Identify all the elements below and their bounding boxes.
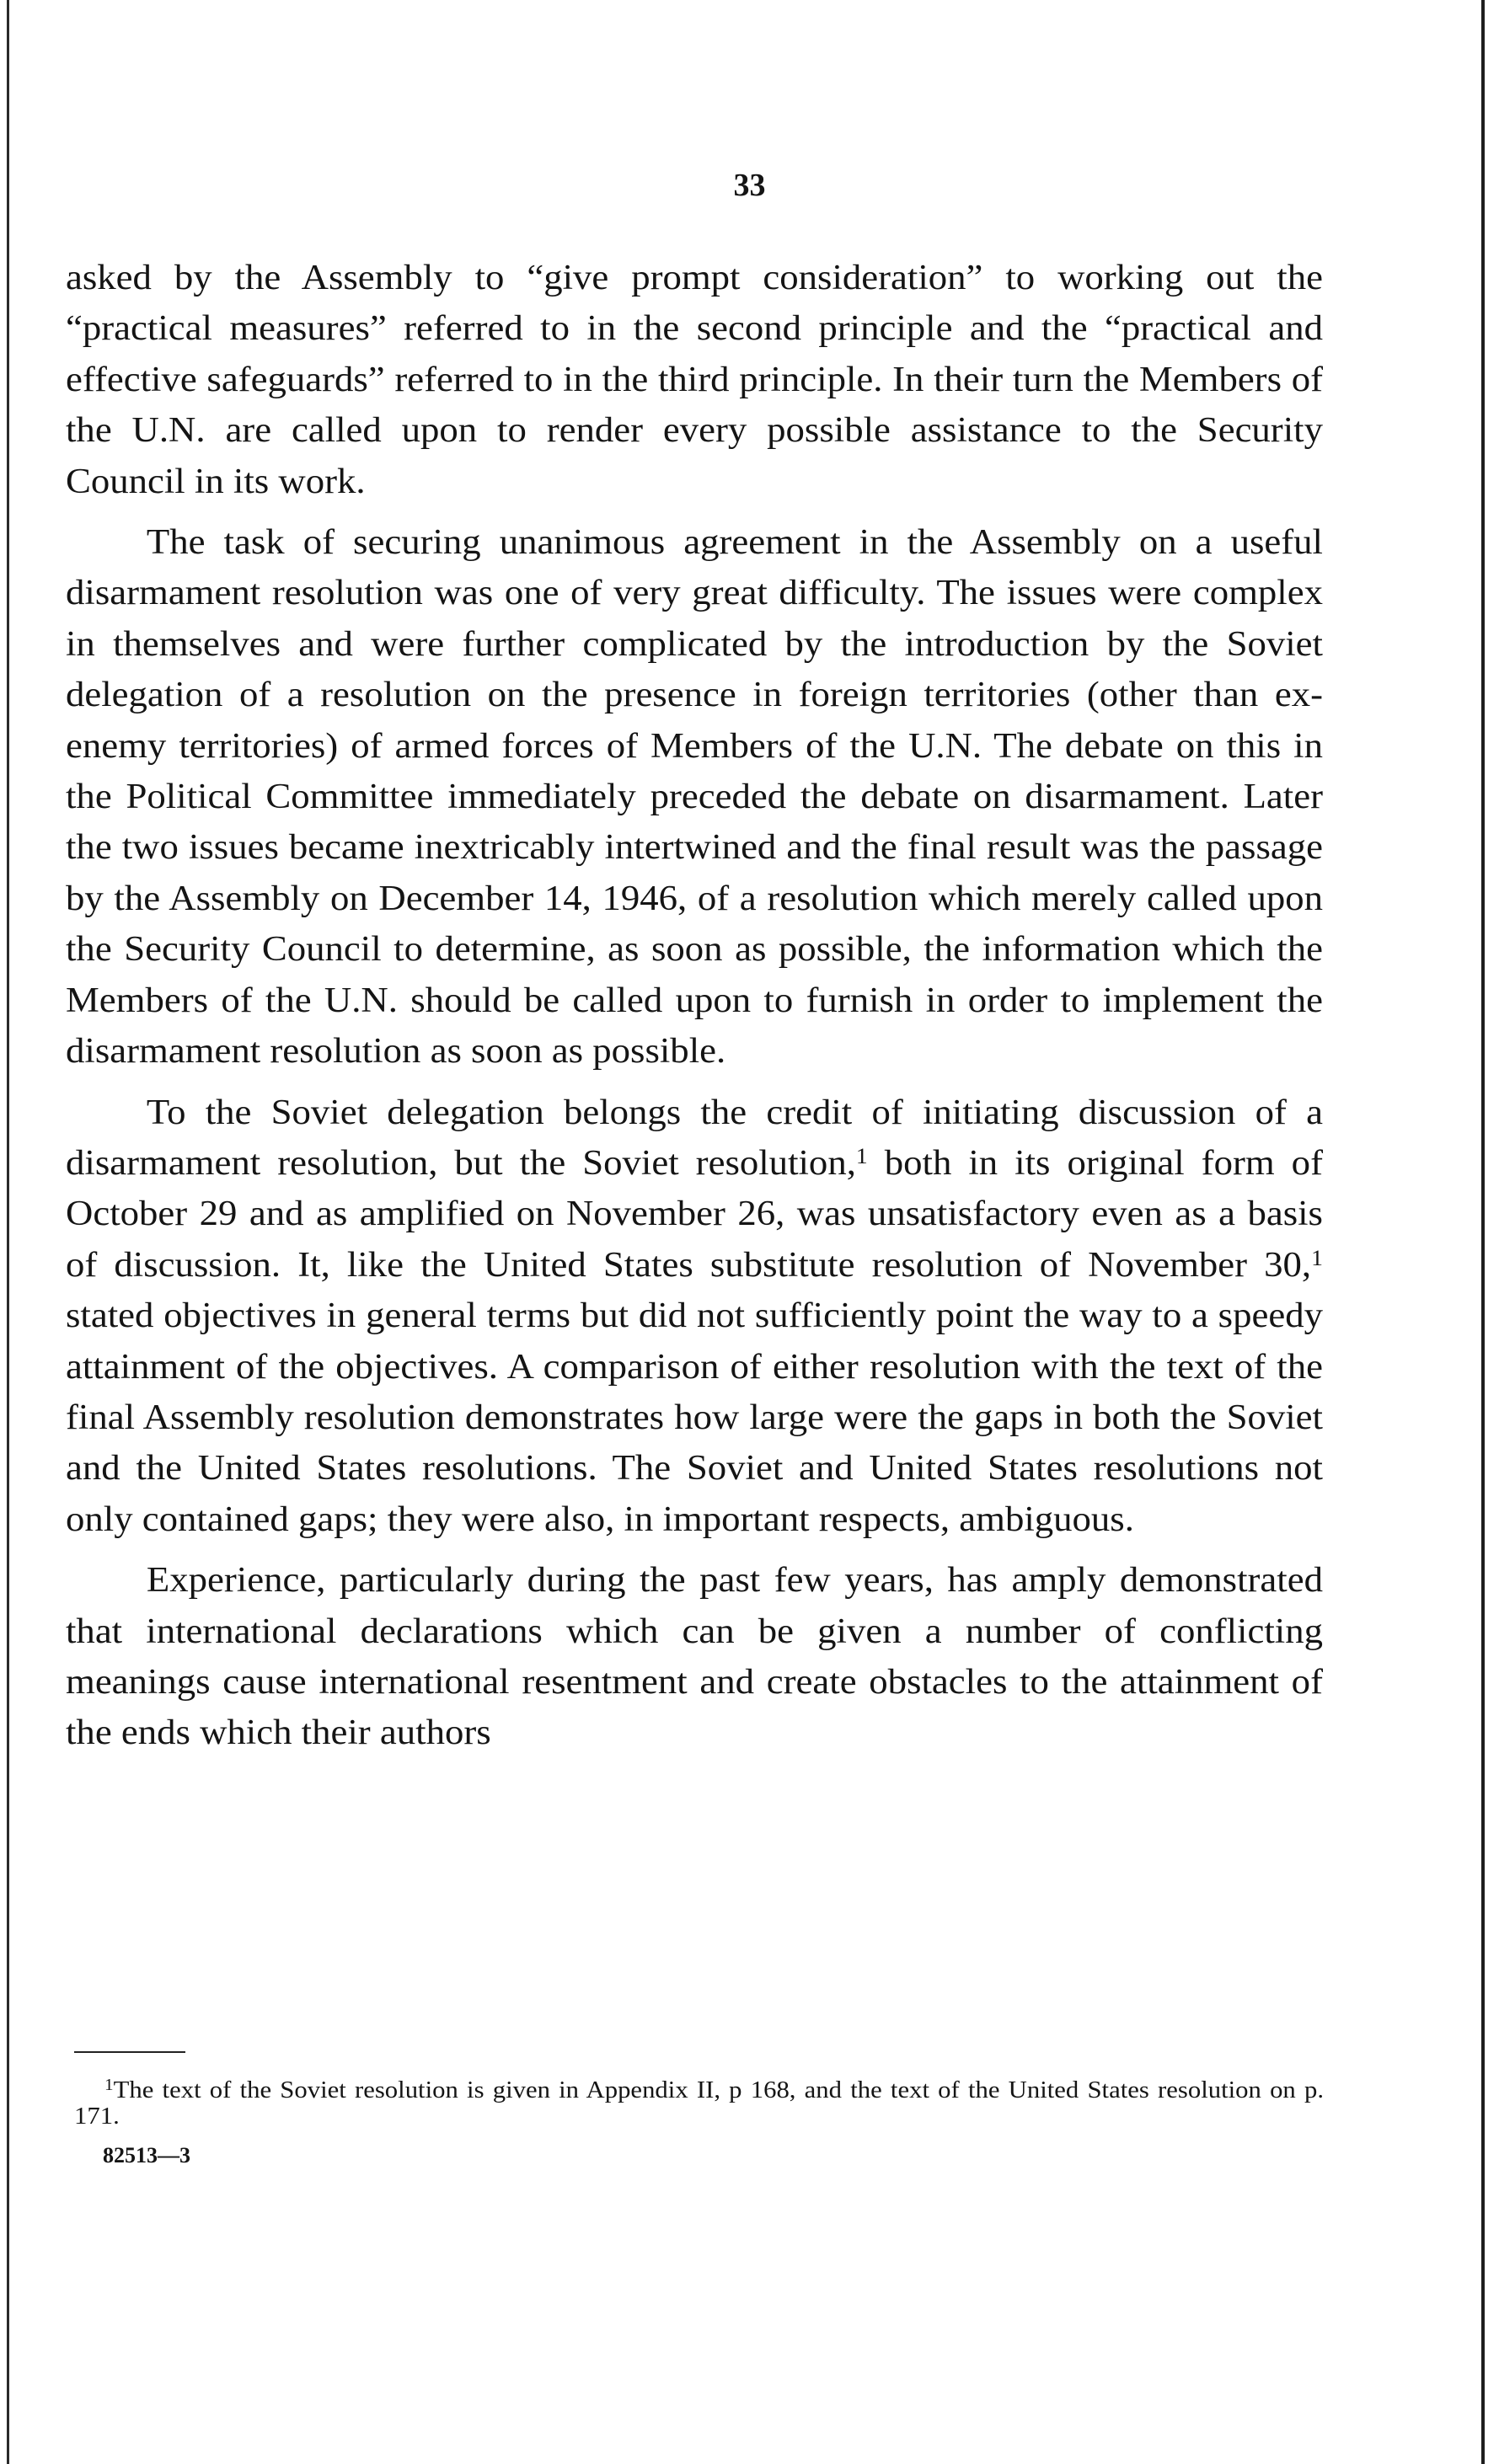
page-edge-right [1481, 0, 1485, 2464]
print-code: 82513—3 [103, 2143, 190, 2167]
footnote-text [74, 2077, 1324, 2130]
footnote-reference: 1 [1311, 1245, 1323, 1270]
footnote-divider [74, 2051, 185, 2053]
footnote-body: The text of the Soviet resolution is given in Appendix II, p 168, and the text of the United States resolution on p. 171. [74, 2076, 1325, 2130]
paragraph-4: Experience, particularly during the past few years, has amply demonstrated that international declarations which can be given a number of conflicting meanings cause international resentment and create obstacles to the attainment of the ends which their authors [66, 1561, 1323, 1753]
paragraph-1: asked by the Assembly to “give prompt consideration” to working out the “practical measures” referred to in the second principle and the “practical and effective safeguards” referred to in the third principle. In their turn the Members of the U.N. are called upon to render every possible assistance to the Security Council in its work. [66, 259, 1323, 501]
body-text [66, 253, 1323, 1769]
paragraph-3-part-1: To the Soviet delegation belongs the credit of initiating discussion of a disarmament resolution, but the Soviet resolution, [66, 1093, 1323, 1183]
footnote-reference: 1 [855, 1143, 868, 1168]
page-edge-left [7, 0, 9, 2464]
footnote-marker: 1 [104, 2076, 114, 2094]
paragraph-3-part-3: stated objectives in general terms but did not sufficiently point the way to a speedy attainment of the objectives. A comparison of either resolution with the text of the final Assembly resolution demonstrates how large were the gaps in both the Soviet and the United States resolutions. The Soviet and United States resolutions not only contained gaps; they were also, in important respects, ambiguous. [66, 1296, 1323, 1539]
page-number: 33 [733, 168, 766, 203]
paragraph-3 [66, 1088, 1323, 1546]
paragraph-2: The task of securing unanimous agreement in the Assembly on a useful disarmament resolution was one of very great difficulty. The issues were complex in themselves and were further complicated by the introduction by the Soviet delegation of a resolution on the presence in foreign territories (other than ex-enemy territories) of armed forces of Members of the U.N. The debate on this in the Political Committee immediately preceded the debate on disarmament. Later the two issues became inextricably intertwined and the final result was the passage by the Assembly on December 14, 1946, of a resolution which merely called upon the Security Council to determine, as soon as possible, the information which the Members of the U.N. should be called upon to furnish in order to implement the disarmament resolution as soon as possible. [66, 523, 1323, 1072]
paragraph-3-part-2: both in its original form of October 29 and as amplified on November 26, was unsatisfactory even as a basis of discussion. It, like the United States substitute resolution of November 30, [66, 1143, 1323, 1285]
footnote [74, 2077, 1324, 2130]
